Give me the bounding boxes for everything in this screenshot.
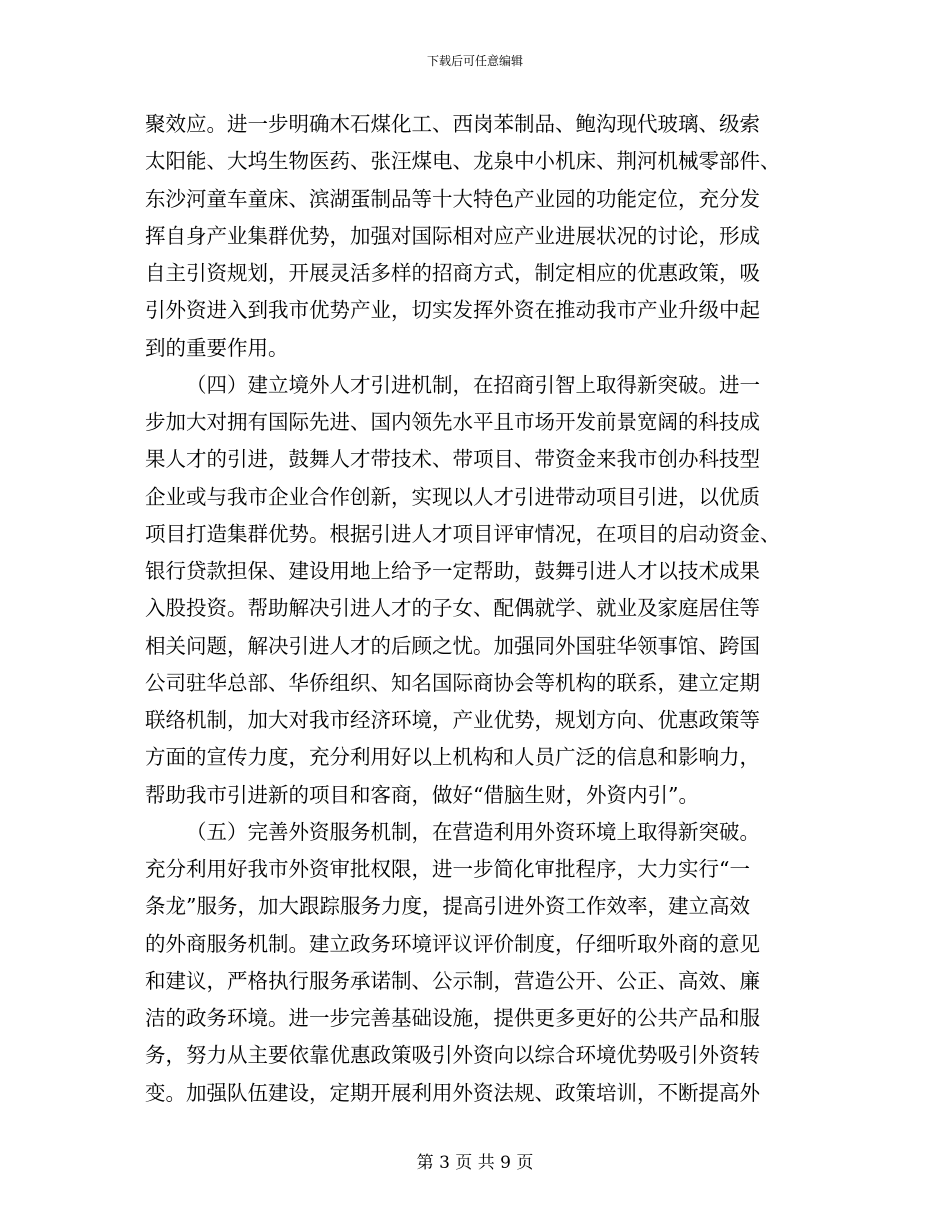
text-line: 果人才的引进，鼓舞人才带技术、带项目、带资金来我市创办科技型 — [145, 447, 760, 472]
text-line: 洁的政务环境。进一步完善基础设施，提供更多更好的公共产品和服 — [145, 1006, 760, 1030]
text-line: 引外资进入到我市优势产业，切实发挥外资在推动我市产业升级中起 — [145, 298, 760, 323]
text-line: 帮助我市引进新的项目和客商，做好“借脑生财，外资内引”。 — [145, 782, 699, 807]
text-line: 公司驻华总部、华侨组织、知名国际商协会等机构的联系，建立定期 — [145, 670, 760, 695]
text-line: 条龙”服务，加大跟踪服务力度，提高引进外资工作效率，建立高效 — [145, 894, 750, 919]
page-number-footer: 第 3 页 共 9 页 — [416, 1153, 534, 1173]
text-line: 企业或与我市企业合作创新，实现以人才引进带动项目引进，以优质 — [145, 484, 760, 509]
text-line: 和建议，严格执行服务承诺制、公示制，营造公开、公正、高效、廉 — [145, 968, 760, 993]
text-line: 务，努力从主要依靠优惠政策吸引外资向以综合环境优势吸引外资转 — [145, 1043, 760, 1068]
text-line: 项目打造集群优势。根据引进人才项目评审情况，在项目的启动资金、 — [145, 521, 781, 546]
text-line: 相关问题，解决引进人才的后顾之忧。加强同外国驻华领事馆、跨国 — [145, 633, 760, 658]
text-line: 到的重要作用。 — [145, 335, 289, 360]
text-line: 聚效应。进一步明确木石煤化工、西岗苯制品、鲍沟现代玻璃、级索 — [145, 112, 760, 136]
text-line: 太阳能、大坞生物医药、张汪煤电、龙泉中小机床、荆河机械零部件、 — [145, 149, 781, 174]
text-line: 步加大对拥有国际先进、国内领先水平且市场开发前景宽阔的科技成 — [145, 410, 760, 434]
text-line: 挥自身产业集群优势，加强对国际相对应产业进展状况的讨论，形成 — [145, 223, 760, 248]
text-line: 入股投资。帮助解决引进人才的子女、配偶就学、就业及家庭居住等 — [145, 596, 760, 621]
text-line: 变。加强队伍建设，定期开展利用外资法规、政策培训，不断提高外 — [145, 1080, 760, 1105]
text-line: 银行贷款担保、建设用地上给予一定帮助，鼓舞引进人才以技术成果 — [145, 559, 760, 583]
text-line: 充分利用好我市外资审批权限，进一步简化审批程序，大力实行“一 — [145, 857, 750, 881]
text-line: 联络机制，加大对我市经济环境，产业优势，规划方向、优惠政策等 — [145, 708, 760, 732]
text-line: 东沙河童车童床、滨湖蛋制品等十大特色产业园的功能定位，充分发 — [145, 186, 760, 211]
section-heading-line: （四）建立境外人才引进机制，在招商引智上取得新突破。进一 — [186, 372, 760, 397]
page-header-note: 下载后可任意编辑 — [426, 54, 523, 68]
text-line: 自主引资规划，开展灵活多样的招商方式，制定相应的优惠政策，吸 — [145, 261, 760, 285]
section-heading-line: （五）完善外资服务机制，在营造利用外资环境上取得新突破。 — [186, 819, 760, 844]
body-text — [145, 106, 845, 1112]
text-line: 的外商服务机制。建立政务环境评议评价制度，仔细听取外商的意见 — [145, 931, 760, 956]
text-line: 方面的宣传力度，充分利用好以上机构和人员广泛的信息和影响力， — [145, 745, 760, 770]
